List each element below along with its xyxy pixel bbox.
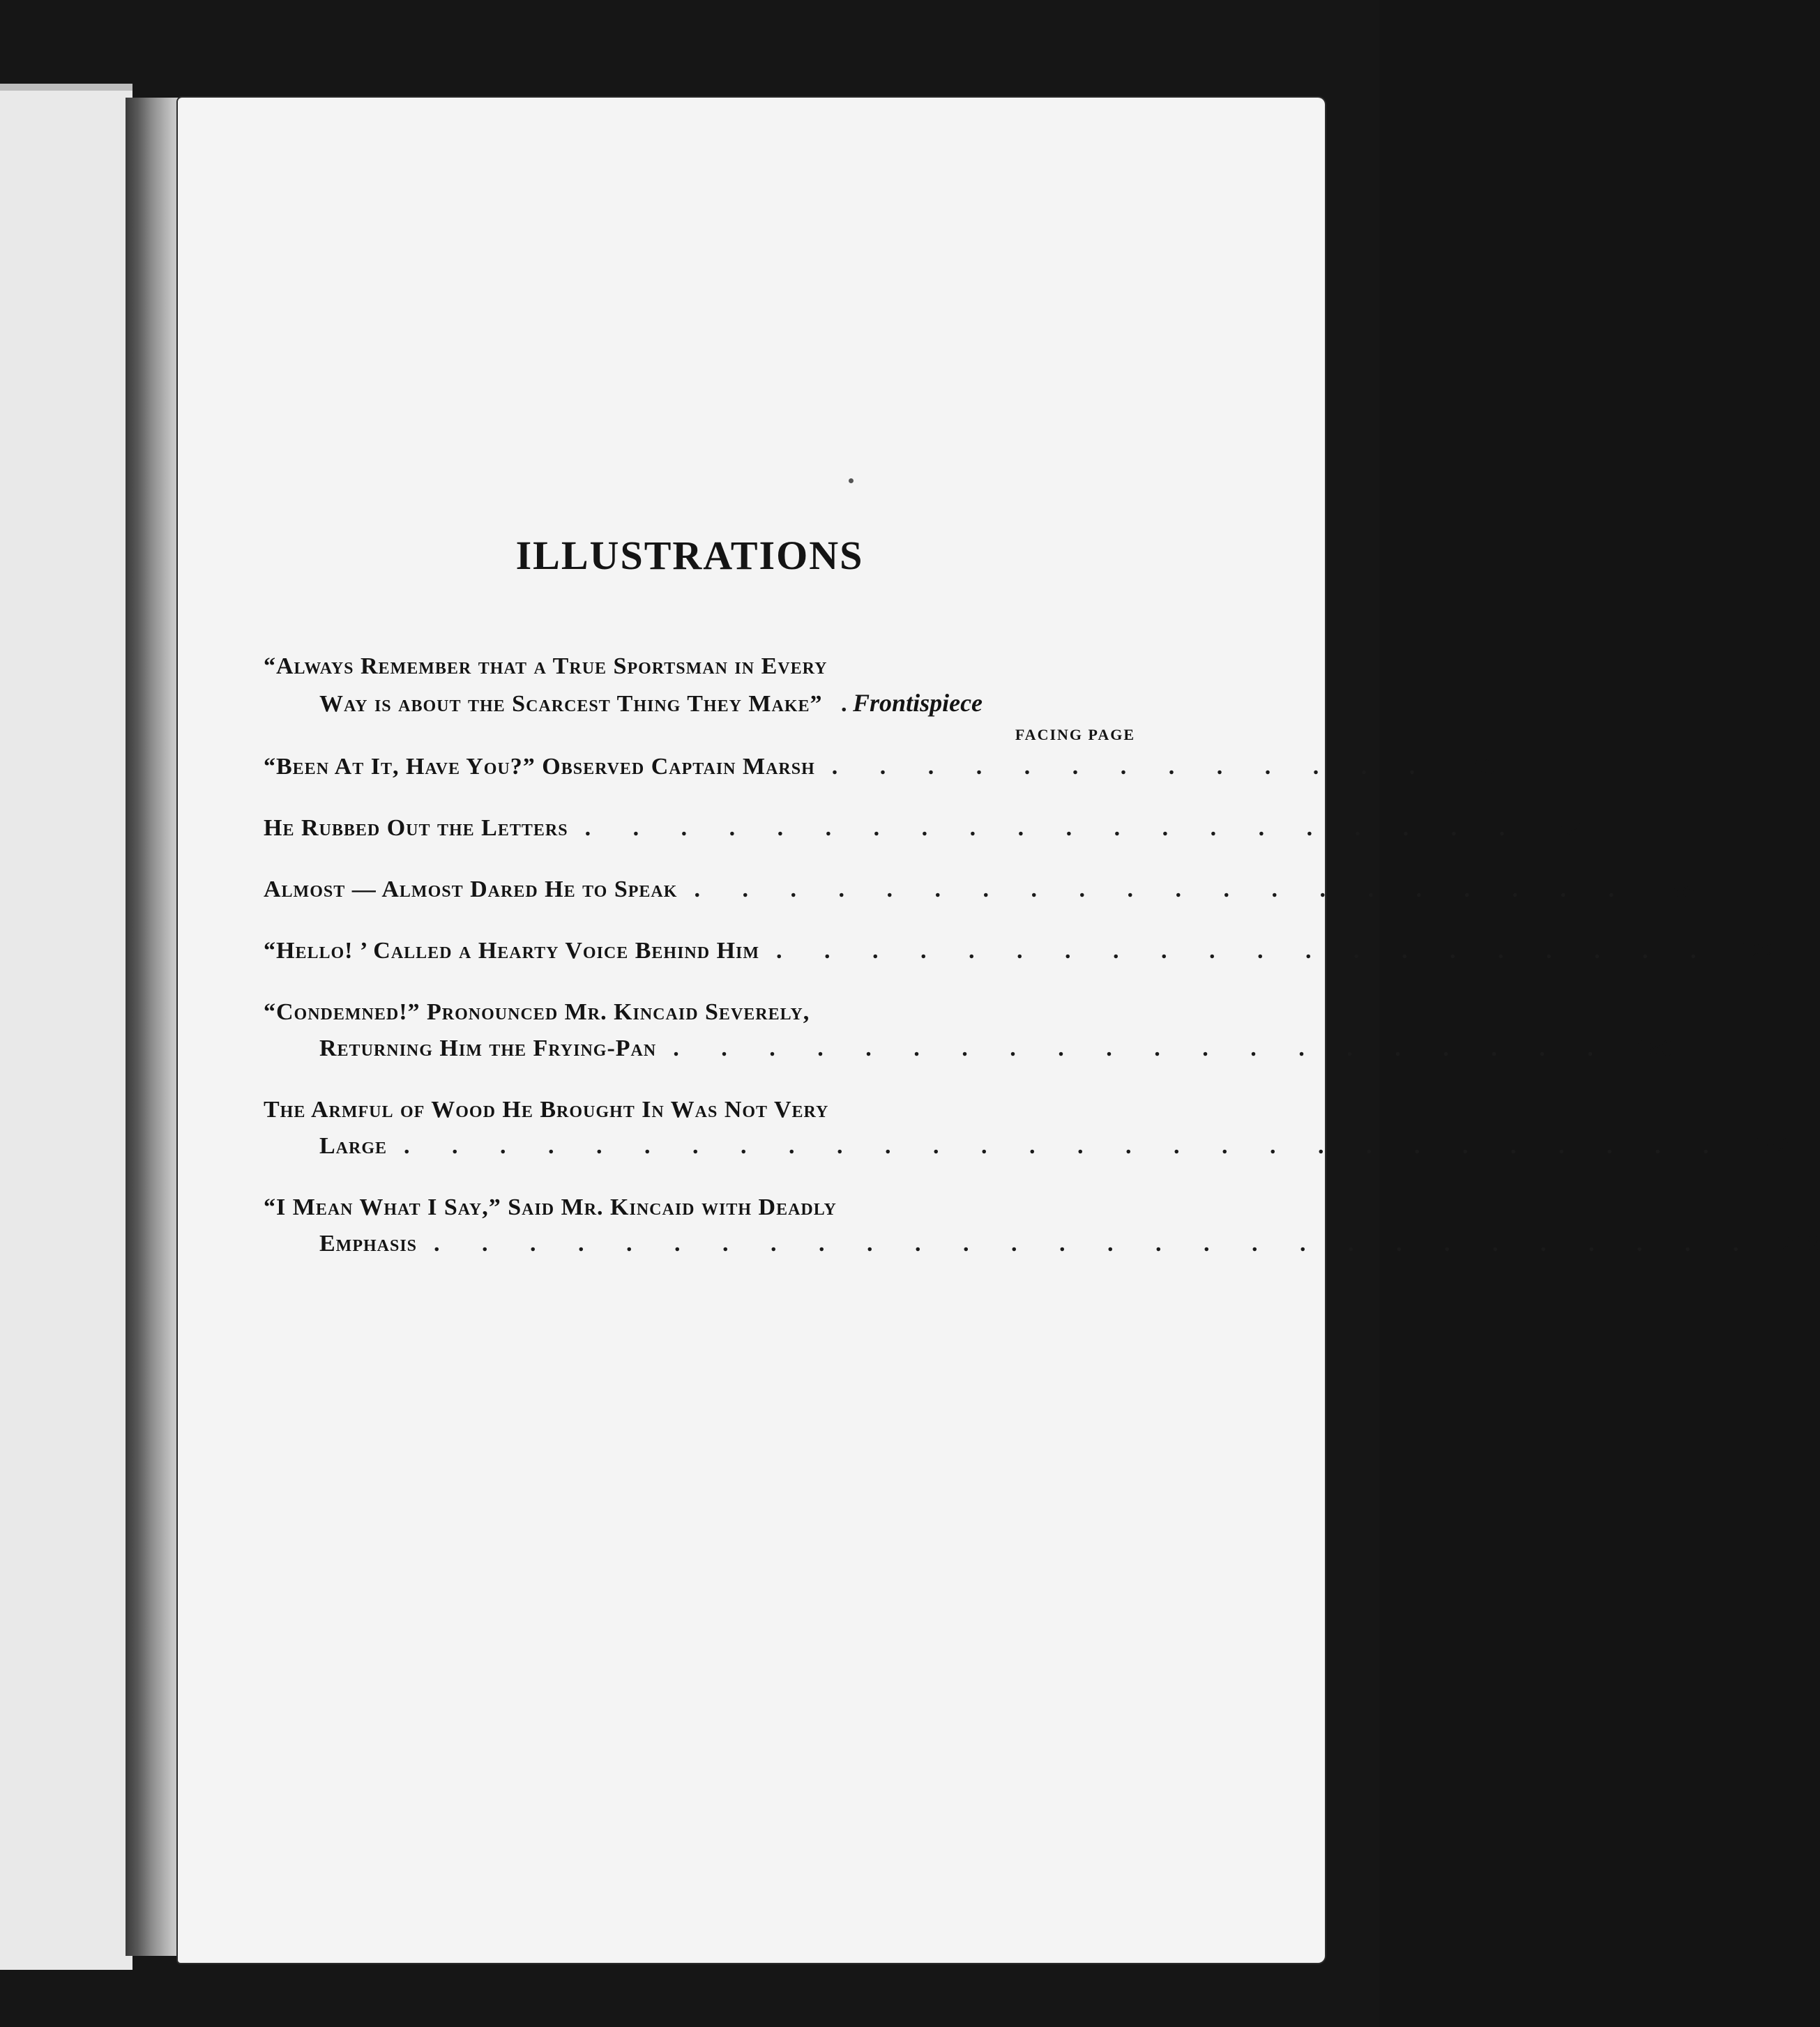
leader-dots: . bbox=[835, 691, 854, 717]
entry-line: “Always Remember that a True Sportsman in Every bbox=[264, 653, 828, 679]
list-item bbox=[264, 1190, 1820, 1262]
entry-page: 182 bbox=[1752, 1133, 1790, 1159]
list-item bbox=[264, 994, 1674, 1067]
list-item bbox=[264, 749, 1496, 785]
list-item-frontispiece bbox=[264, 648, 1135, 721]
leader-dots: . . . . . . . . . . . . . . . . . . . . bbox=[694, 876, 1632, 902]
entry-line: Almost — Almost Dared He to Speak bbox=[264, 876, 678, 902]
previous-page-edge bbox=[0, 84, 132, 1970]
entry-line: Way is about the Scarcest Thing They Make” bbox=[319, 691, 823, 717]
entry-page: 94 bbox=[1561, 815, 1586, 841]
entry-line: “Hello! ’ Called a Hearty Voice Behind Him bbox=[264, 938, 760, 964]
entry-line: “Been At It, Have You?” Observed Captain Marsh bbox=[264, 754, 815, 780]
entry-page: Frontispiece bbox=[853, 689, 983, 717]
leader-dots: . . . . . . . . . . . . . . . . . . . . . . . . . . . . bbox=[434, 1231, 1757, 1257]
leader-dots: . . . . . . . . . . . . . . . . . . . . bbox=[776, 938, 1715, 964]
list-item bbox=[264, 810, 1586, 847]
entry-page: 180 bbox=[1636, 1035, 1674, 1061]
entry-line: “Condemned!” Pronounced Mr. Kincaid Severely, bbox=[264, 999, 810, 1025]
entry-line: Emphasis bbox=[319, 1231, 418, 1257]
entry-line: “I Mean What I Say,” Said Mr. Kincaid with Deadly bbox=[264, 1194, 837, 1220]
entry-page: 98 bbox=[1669, 876, 1695, 902]
leader-dots: . . . . . . . . . . . . . . . . . . . . bbox=[584, 815, 1524, 841]
list-item bbox=[264, 933, 1777, 969]
list-item bbox=[264, 1092, 1790, 1164]
entry-page: 60 bbox=[1471, 754, 1496, 780]
page-title: ILLUSTRATIONS bbox=[515, 533, 864, 578]
entry-line: The Armful of Wood He Brought In Was Not Very bbox=[264, 1097, 829, 1123]
entry-page: 218 bbox=[1782, 1231, 1820, 1257]
leader-dots: . . . . . . . . . . . . . bbox=[831, 754, 1434, 780]
illustrations-list bbox=[264, 648, 1820, 1262]
leader-dots: . . . . . . . . . . . . . . . . . . . . . . . . . . . . bbox=[404, 1133, 1727, 1159]
facing-page-label: FACING PAGE bbox=[1015, 726, 1135, 743]
entry-line: Large bbox=[319, 1133, 388, 1159]
entry-page: 122 bbox=[1739, 938, 1777, 964]
list-item bbox=[264, 872, 1695, 908]
entry-line: Returning Him the Frying-Pan bbox=[319, 1035, 657, 1061]
leader-dots: . . . . . . . . . . . . . . . . . . . . bbox=[673, 1035, 1612, 1061]
paper-speck bbox=[849, 478, 854, 483]
entry-line: He Rubbed Out the Letters bbox=[264, 815, 568, 841]
